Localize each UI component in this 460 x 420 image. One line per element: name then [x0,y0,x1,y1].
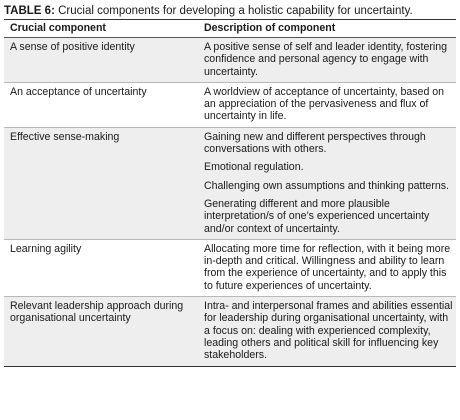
row-component: Learning agility [4,239,204,296]
row-description [204,82,456,127]
row-component: Relevant leadership approach during organisational uncertainty [4,297,204,366]
row-component: A sense of positive identity [4,38,204,83]
table-figure [4,0,456,367]
description-paragraph: Allocating more time for reflection, with it being more in-depth and critical. Willingness and ability to learn from the experience of uncertainty, and to apply this to future experiences of uncertainty. [204,242,451,292]
table-caption-text: Crucial components for developing a holistic capability for uncertainty. [58,5,413,17]
table-caption [4,0,456,19]
description-paragraph: Generating different and more plausible interpretation/s of one’s experienced uncertainty and/or context of uncertainty. [204,197,430,235]
table-row [4,82,456,127]
table-row [4,127,456,239]
table-row [4,297,456,366]
row-description [204,38,456,83]
components-table [4,19,456,367]
row-component: An acceptance of uncertainty [4,82,204,127]
table-header-row [4,20,456,38]
description-paragraph: Gaining new and different perspectives through conversations with others. [204,130,426,156]
description-paragraph: Intra- and interpersonal frames and abilities essential for leadership during organisational uncertainty, with a focus on: dealing with experienced complexity, leading others and political skill for influencing key stakeholders. [204,300,453,362]
row-description [204,127,456,239]
row-description [204,297,456,366]
table-row [4,38,456,83]
header-description: Description of component [204,20,456,38]
header-crucial-component: Crucial component [4,20,204,38]
description-paragraph: A positive sense of self and leader identity, fostering confidence and personal agency to engage with uncertainty. [204,41,448,78]
row-component: Effective sense-making [4,127,204,239]
description-paragraph: Challenging own assumptions and thinking patterns. [204,179,449,192]
table-caption-label: TABLE 6: [4,5,55,17]
description-paragraph: A worldview of acceptance of uncertainty, based on an appreciation of the pervasiveness and flux of uncertainty in life. [204,85,445,123]
table-row [4,239,456,296]
description-paragraph: Emotional regulation. [204,161,304,174]
row-description [204,239,456,296]
